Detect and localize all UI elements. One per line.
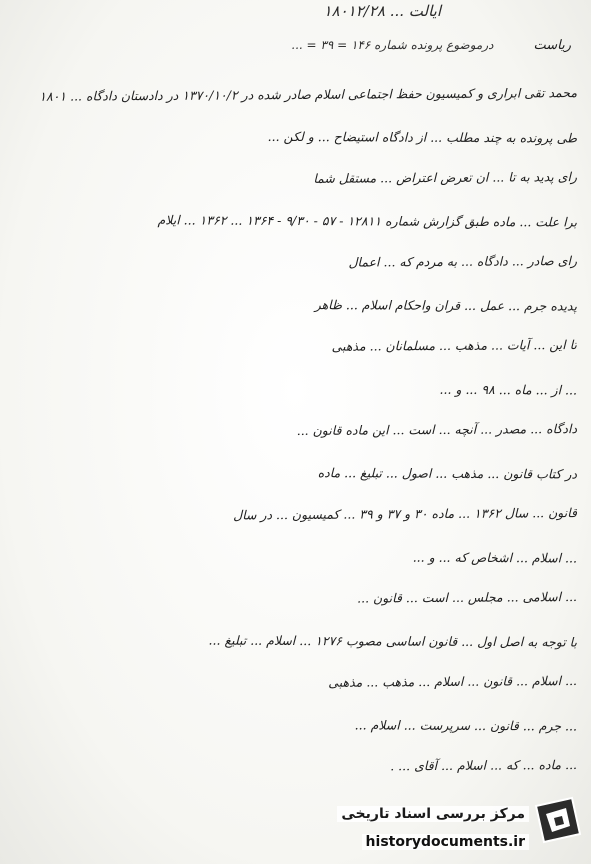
archive-url[interactable]: historydocuments.ir (362, 834, 529, 850)
salutation-row (20, 38, 571, 53)
text-line: رای صادر ... دادگاه ... به مردم که ... اعمال (348, 253, 578, 270)
text-line: رای پدید به تا ... ان تعرض اعتراض ... مستقل شما (313, 169, 578, 186)
text-line: محمد تقی ابراری و کمیسیون حفظ اجتماعی اسلام صادر شده در ۱۳۷۰/۱۰/۲ در دادستان دادگاه ... ۱۸۰۱ (39, 85, 578, 104)
archive-name: مرکز بررسی اسناد تاریخی (337, 806, 529, 822)
text-line: پدیده جرم ... عمل ... قران واحکام اسلام ... ظاهر (314, 297, 578, 314)
text-line: قانون ... سال ۱۳۶۲ ... ماده ۳۰ و ۳۷ و ۳۹ ... کمیسیون ... در سال (233, 505, 578, 523)
text-line: تا این ... آیات ... مذهب ... مسلمانان ... مذهبی (331, 337, 578, 354)
salutation: ریاست (533, 38, 571, 53)
text-line: ... ماده ... که ... اسلام ... آقای ... . (390, 757, 578, 774)
text-line: ... اسلامی ... مجلس ... است ... قانون ... (357, 589, 578, 606)
text-line: ... از ... ماه ... ۹۸ ... و ... (439, 381, 578, 398)
text-line: با توجه به اصل اول ... قانون اساسی مصوب ۱۲۷۶ ... اسلام ... تبلیغ ... (208, 632, 578, 650)
text-line: دادگاه ... مصدر ... آنچه ... است ... این ماده قانون ... (296, 421, 578, 438)
text-line: برا علت ... ماده طبق گزارش شماره ۱۲۸۱۱ - ۵۷ - ۹/۳۰ - ۱۳۶۴ ... ۱۳۶۲ ... ایلام (157, 212, 578, 230)
text-line: ... اسلام ... اشخاص که ... و ... (412, 549, 578, 566)
document-header: ایالت ... ۱۸۰۱۲/۲۸ (323, 2, 441, 20)
reference-line: درموضوع پرونده شماره ۱۴۶ = ۳۹ = ... (291, 38, 494, 52)
archive-logo-icon (440, 792, 590, 864)
text-line: ... جرم ... قانون ... سرپرست ... اسلام ... (354, 717, 578, 734)
text-line: طی پرونده به چند مطلب ... از دادگاه استیضاح ... و لکن ... (267, 128, 578, 146)
text-line: در کتاب قانون ... مذهب ... اصول ... تبلیغ ... ماده (317, 465, 578, 482)
handwritten-body (12, 74, 577, 788)
text-line: ... اسلام ... قانون ... اسلام ... مذهب ... مذهبی (328, 673, 578, 690)
